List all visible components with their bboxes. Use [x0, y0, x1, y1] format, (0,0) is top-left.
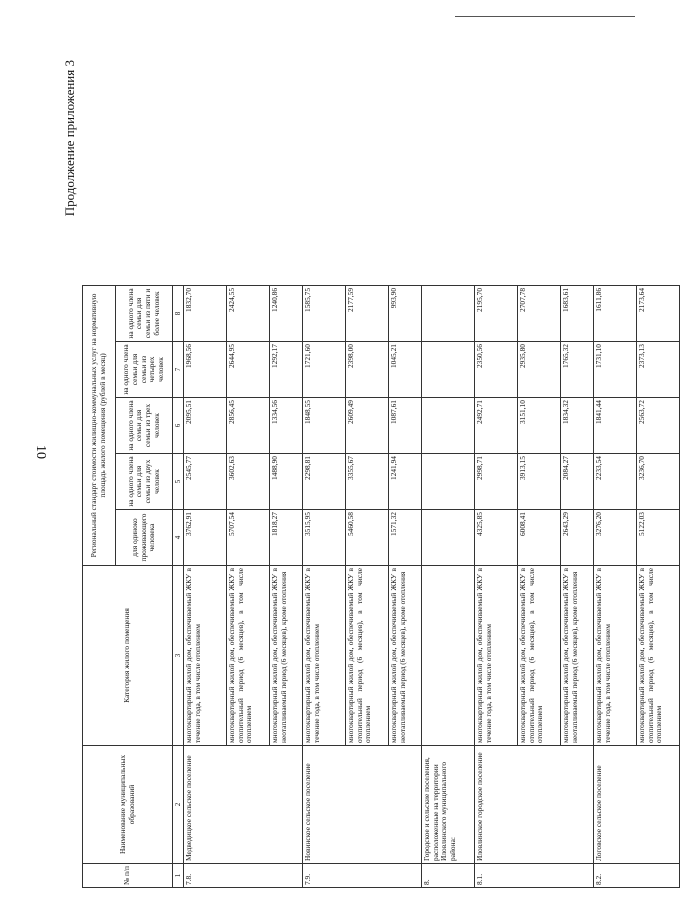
colnum: 1 — [173, 864, 184, 888]
colnum: 8 — [173, 285, 184, 341]
value-cell: 3762,91 — [184, 510, 227, 566]
value-cell: 2373,13 — [637, 342, 680, 398]
value-cell: 3276,20 — [594, 510, 637, 566]
value-cell: 1045,21 — [389, 342, 422, 398]
table-row — [184, 57, 227, 887]
value-cell: 2233,54 — [594, 454, 637, 510]
value-cell: 1968,56 — [184, 342, 227, 398]
colnum: 3 — [173, 566, 184, 746]
header-no: № п/п — [83, 864, 173, 888]
value-cell: 2424,55 — [227, 285, 270, 341]
value-cell: 1087,61 — [389, 398, 422, 454]
value-cell: 2644,95 — [227, 342, 270, 398]
top-rule — [455, 16, 635, 17]
housing-category: многоквартирный жилой дом, обеспечиваемый ЖКУ в течение года, в том числе отоплением — [184, 566, 227, 746]
colnum: 4 — [173, 510, 184, 566]
value-cell: 1841,44 — [594, 398, 637, 454]
value-cell: 2707,78 — [518, 285, 561, 341]
colnum: 7 — [173, 342, 184, 398]
colnum: 6 — [173, 398, 184, 454]
value-cell: 2492,71 — [475, 398, 518, 454]
appendix-caption: Продолжение приложения 3 — [62, 60, 77, 217]
municipality-name: Логовское сельское поселение — [594, 746, 680, 864]
subheader-family5: на одного члена семьи для семьи из пяти и более человек — [116, 285, 173, 341]
housing-category: многоквартирный жилой дом, обеспечиваемый ЖКУ в течение года, в том числе отоплением — [475, 566, 518, 746]
value-cell: 2350,56 — [475, 342, 518, 398]
value-cell: 2298,81 — [303, 454, 346, 510]
value-cell: 1721,60 — [303, 342, 346, 398]
value-cell: 1571,32 — [389, 510, 422, 566]
value-cell: 2563,72 — [637, 398, 680, 454]
page-number: 10 — [33, 445, 48, 459]
value-cell: 2195,70 — [475, 285, 518, 341]
value-cell: 2856,45 — [227, 398, 270, 454]
value-cell: 2177,59 — [346, 285, 389, 341]
value-cell: 5122,03 — [637, 510, 680, 566]
housing-category: многоквартирный жилой дом, обеспечиваемый ЖКУ в отопительный период (6 месяцев), в том числе отоплением — [637, 566, 680, 746]
value-cell: 3515,95 — [303, 510, 346, 566]
value-cell: 2643,29 — [561, 510, 594, 566]
value-cell: 2398,00 — [346, 342, 389, 398]
value-cell: 4325,85 — [475, 510, 518, 566]
value-cell: 2609,49 — [346, 398, 389, 454]
value-cell: 5460,58 — [346, 510, 389, 566]
value-cell — [422, 510, 475, 566]
housing-category: многоквартирный жилой дом, обеспечиваемый ЖКУ в отопительный период (6 месяцев), в том числе отоплением — [227, 566, 270, 746]
rotated-page-content — [60, 58, 664, 888]
header-category: Категория жилого помещения — [83, 566, 173, 746]
value-cell: 3236,70 — [637, 454, 680, 510]
colnum: 5 — [173, 454, 184, 510]
row-number: 7.8. — [184, 864, 303, 888]
regional-standard-table — [82, 57, 680, 888]
value-cell: 1292,17 — [270, 342, 303, 398]
value-cell: 6008,41 — [518, 510, 561, 566]
municipality-name: Городское и сельские поселения, расположенные на территории Иловлинского муниципального района: — [422, 746, 475, 864]
housing-category: многоквартирный жилой дом, обеспечиваемый ЖКУ в течение года, в том числе отоплением — [303, 566, 346, 746]
blank-area — [83, 57, 184, 285]
value-cell: 1731,10 — [594, 342, 637, 398]
municipality-name: Иловлинское городское поселение — [475, 746, 594, 864]
value-cell: 2935,80 — [518, 342, 561, 398]
value-cell: 2095,51 — [184, 398, 227, 454]
value-cell: 5707,54 — [227, 510, 270, 566]
value-cell: 3151,10 — [518, 398, 561, 454]
value-cell: 1848,55 — [303, 398, 346, 454]
value-cell: 3355,67 — [346, 454, 389, 510]
colnum: 2 — [173, 746, 184, 864]
subheader-family2: на одного члена семьи для семьи из двух человек — [116, 454, 173, 510]
value-cell: 1241,94 — [389, 454, 422, 510]
value-cell: 2173,64 — [637, 285, 680, 341]
row-number: 8.2. — [594, 864, 680, 888]
housing-category — [422, 566, 475, 746]
housing-category: многоквартирный жилой дом, обеспечиваемый ЖКУ в отопительный период (6 месяцев), в том числе отоплением — [518, 566, 561, 746]
value-cell: 2545,77 — [184, 454, 227, 510]
housing-category: многоквартирный жилой дом, обеспечиваемый ЖКУ в неотапливаемый период (6 месяцев), кроме отопления — [389, 566, 422, 746]
value-cell: 1832,70 — [184, 285, 227, 341]
header-name: Наименование муниципальных образований — [83, 746, 173, 864]
subheader-family3: на одного члена семьи для семьи из трех человек — [116, 398, 173, 454]
housing-category: многоквартирный жилой дом, обеспечиваемый ЖКУ в отопительный период (6 месяцев), в том числе отоплением — [346, 566, 389, 746]
value-cell: 1683,61 — [561, 285, 594, 341]
municipality-name: Медведицкое сельское поселение — [184, 746, 303, 864]
row-number: 8.1. — [475, 864, 594, 888]
row-number: 8. — [422, 864, 475, 888]
value-cell: 1334,56 — [270, 398, 303, 454]
value-cell — [422, 398, 475, 454]
housing-category: многоквартирный жилой дом, обеспечиваемый ЖКУ в неотапливаемый период (6 месяцев), кроме отопления — [270, 566, 303, 746]
value-cell: 1765,32 — [561, 342, 594, 398]
value-cell: 2998,71 — [475, 454, 518, 510]
value-cell: 1834,32 — [561, 398, 594, 454]
value-cell: 3913,15 — [518, 454, 561, 510]
value-cell — [422, 454, 475, 510]
housing-category: многоквартирный жилой дом, обеспечиваемый ЖКУ в течение года, в том числе отоплением — [594, 566, 637, 746]
value-cell: 1240,86 — [270, 285, 303, 341]
subheader-single: для одиноко проживающего человека — [116, 510, 173, 566]
value-cell: 1488,90 — [270, 454, 303, 510]
housing-category: многоквартирный жилой дом, обеспечиваемый ЖКУ в неотапливаемый период (6 месяцев), кроме отопления — [561, 566, 594, 746]
row-number: 7.9. — [303, 864, 422, 888]
value-cell — [422, 342, 475, 398]
municipality-name: Новинское сельское поселение — [303, 746, 422, 864]
value-cell: 1611,86 — [594, 285, 637, 341]
value-cell: 1585,75 — [303, 285, 346, 341]
header-standard: Региональный стандарт стоимости жилищно-коммунальных услуг на нормативную площадь жилого помещения (рублей в месяц) — [83, 285, 116, 565]
subheader-family4: на одного члена семьи для семьи из четырех человек — [116, 342, 173, 398]
value-cell: 1818,27 — [270, 510, 303, 566]
value-cell: 993,90 — [389, 285, 422, 341]
blank-area — [184, 57, 680, 285]
value-cell: 3602,63 — [227, 454, 270, 510]
value-cell — [422, 285, 475, 341]
value-cell: 2084,27 — [561, 454, 594, 510]
